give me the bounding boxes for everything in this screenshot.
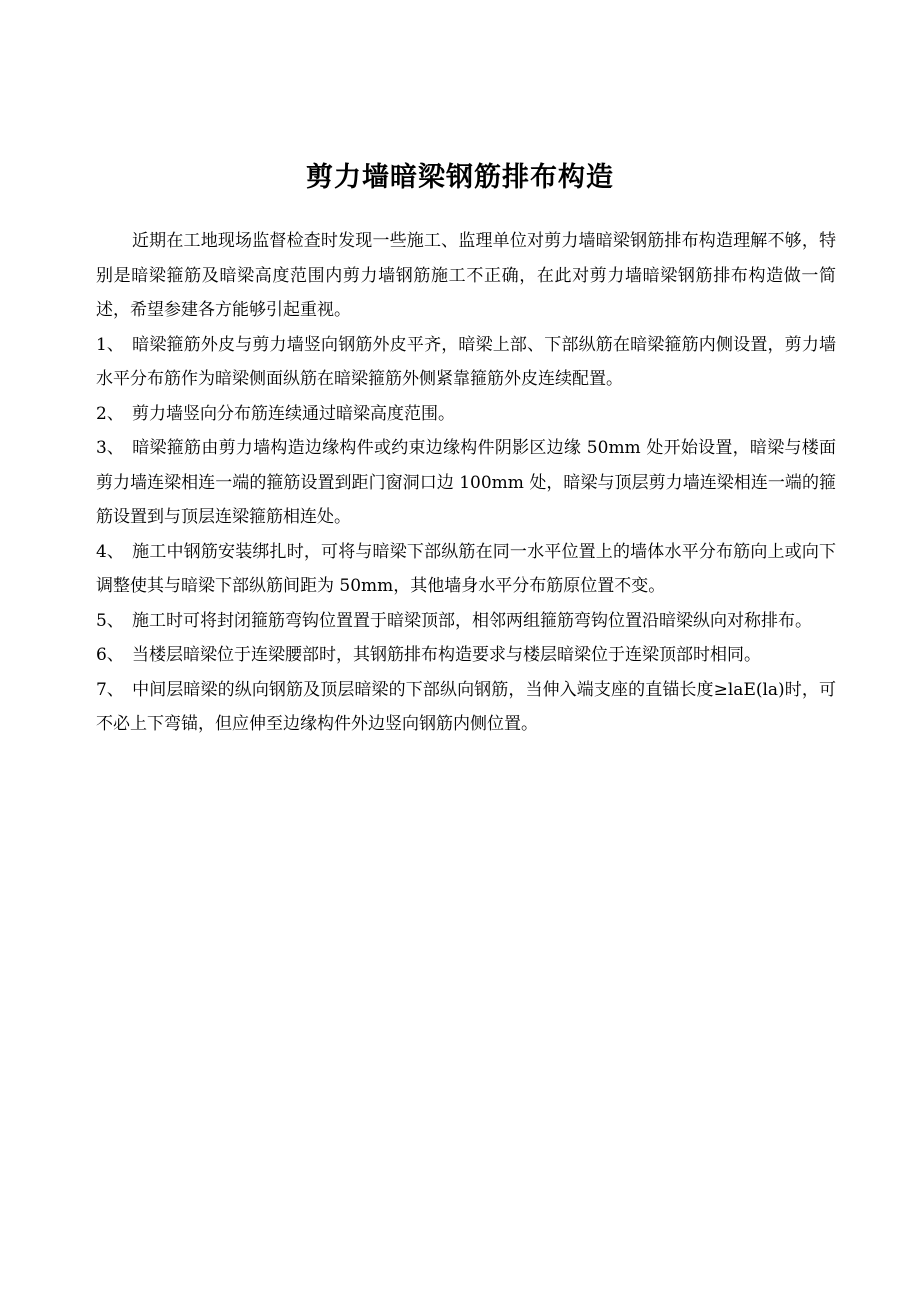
item-number: 6、 bbox=[96, 645, 124, 665]
document-body bbox=[96, 224, 836, 742]
document-title: 剪力墙暗梁钢筋排布构造 bbox=[306, 162, 614, 193]
list-item bbox=[96, 535, 836, 604]
intro-paragraph: 近期在工地现场监督检查时发现一些施工、监理单位对剪力墙暗梁钢筋排布构造理解不够，特别是暗梁箍筋及暗梁高度范围内剪力墙钢筋施工不正确，在此对剪力墙暗梁钢筋排布构造做一简述，希望参建各方能够引起重视。 bbox=[96, 231, 836, 320]
item-text: 中间层暗梁的纵向钢筋及顶层暗梁的下部纵向钢筋，当伸入端支座的直锚长度≥laE(la)时，可不必上下弯锚，但应伸至边缘构件外边竖向钢筋内侧位置。 bbox=[96, 679, 836, 734]
list-item bbox=[96, 431, 836, 535]
item-number: 7、 bbox=[96, 679, 124, 700]
item-number: 1、 bbox=[96, 334, 124, 355]
item-text: 当楼层暗梁位于连梁腰部时，其钢筋排布构造要求与楼层暗梁位于连梁顶部时相同。 bbox=[132, 645, 761, 665]
item-text: 暗梁箍筋由剪力墙构造边缘构件或约束边缘构件阴影区边缘 50mm 处开始设置，暗梁与楼面剪力墙连梁相连一端的箍筋设置到距门窗洞口边 100mm 处，暗梁与顶层剪力墙连梁相连一端的箍筋设置到与顶层连梁箍筋相连处。 bbox=[96, 438, 836, 527]
item-text: 剪力墙竖向分布筋连续通过暗梁高度范围。 bbox=[132, 403, 455, 424]
item-number: 2、 bbox=[96, 403, 124, 424]
list-item bbox=[96, 328, 836, 397]
item-number: 4、 bbox=[96, 541, 124, 562]
list-item bbox=[96, 638, 836, 673]
item-number: 5、 bbox=[96, 610, 124, 631]
item-number: 3、 bbox=[96, 438, 124, 458]
list-item bbox=[96, 673, 836, 742]
list-item bbox=[96, 397, 836, 432]
item-text: 施工时可将封闭箍筋弯钩位置置于暗梁顶部，相邻两组箍筋弯钩位置沿暗梁纵向对称排布。 bbox=[132, 610, 812, 631]
item-text: 暗梁箍筋外皮与剪力墙竖向钢筋外皮平齐，暗梁上部、下部纵筋在暗梁箍筋内侧设置，剪力墙水平分布筋作为暗梁侧面纵筋在暗梁箍筋外侧紧靠箍筋外皮连续配置。 bbox=[96, 334, 836, 389]
list-item bbox=[96, 604, 836, 639]
item-text: 施工中钢筋安装绑扎时，可将与暗梁下部纵筋在同一水平位置上的墙体水平分布筋向上或向下调整使其与暗梁下部纵筋间距为 50mm，其他墙身水平分布筋原位置不变。 bbox=[96, 541, 836, 596]
